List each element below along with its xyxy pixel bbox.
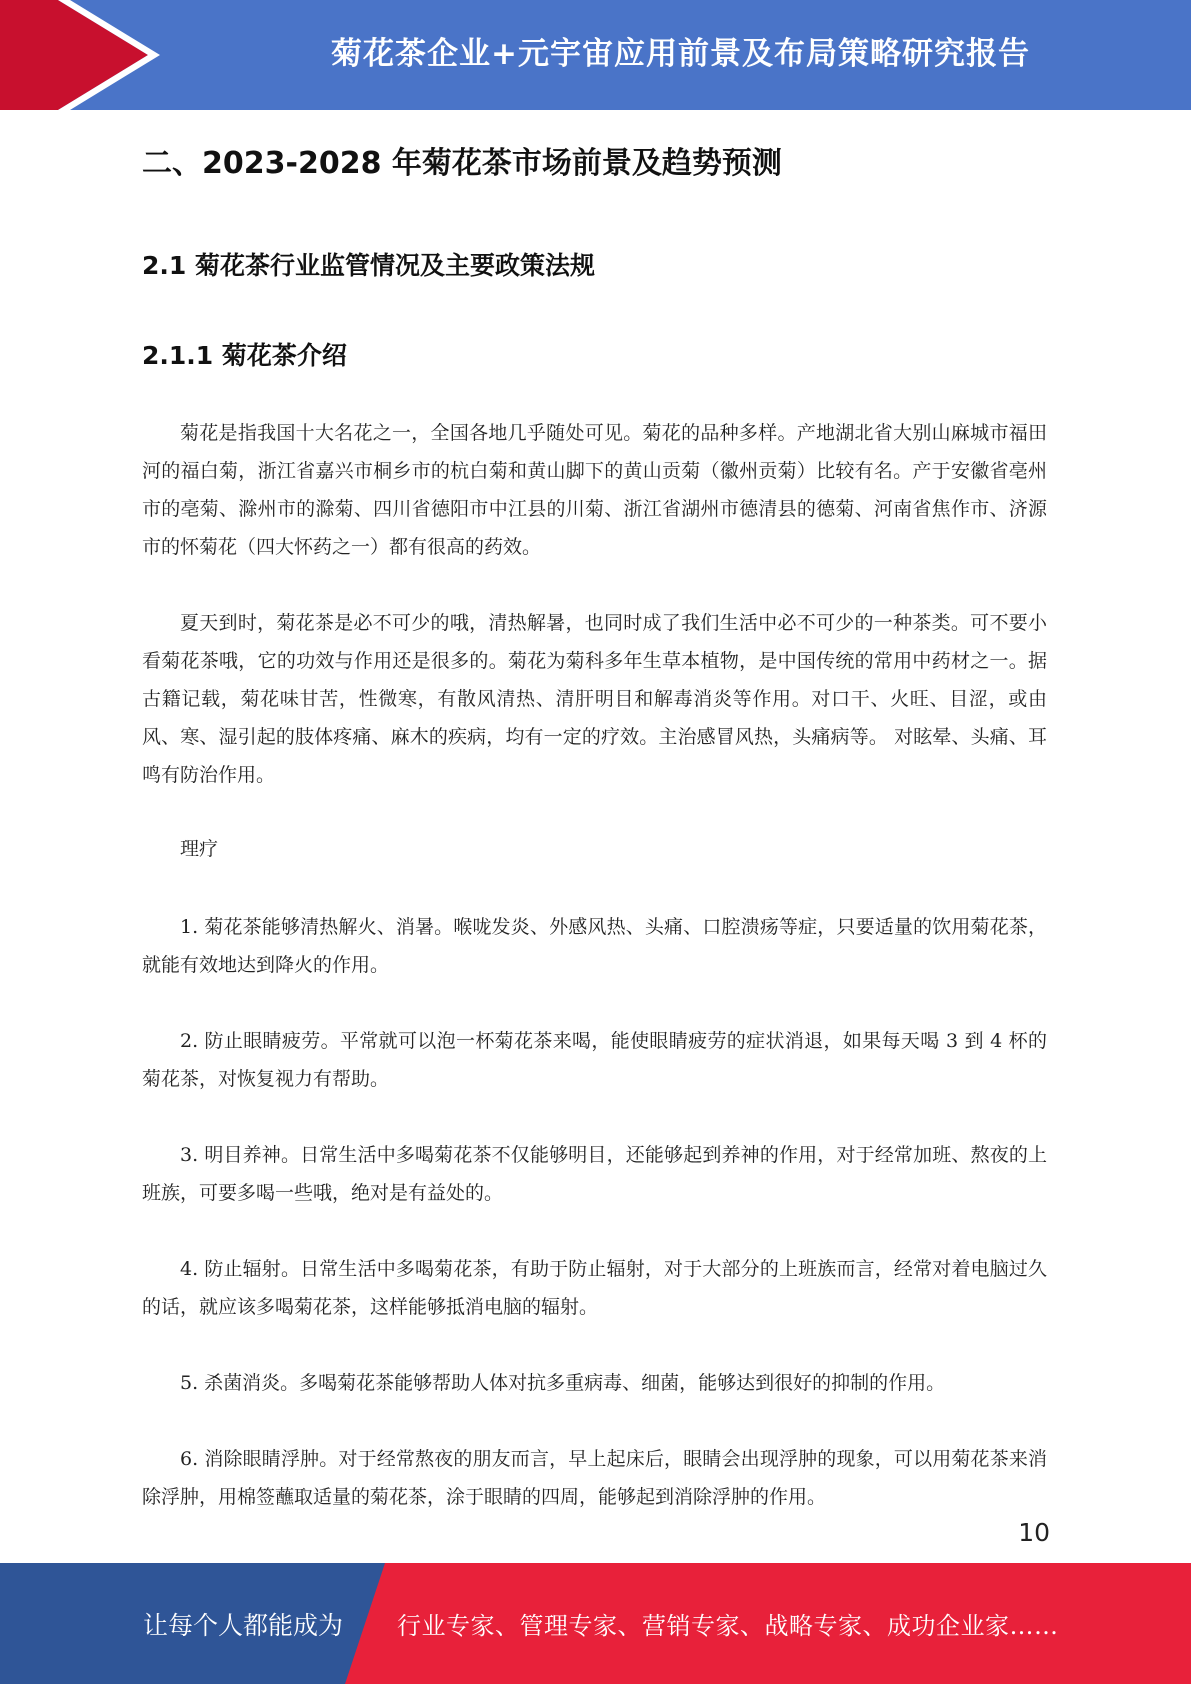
benefit-item-4: 4. 防止辐射。日常生活中多喝菊花茶，有助于防止辐射，对于大部分的上班族而言，经常对着电脑过久的话，就应该多喝菊花茶，这样能够抵消电脑的辐射。 [142, 1258, 1047, 1318]
benefit-item-1: 1. 菊花茶能够清热解火、消暑。喉咙发炎、外感风热、头痛、口腔溃疡等症，只要适量的饮用菊花茶，就能有效地达到降火的作用。 [142, 916, 1047, 976]
subsubsection-title: 2.1.1 菊花茶介绍 [142, 341, 347, 370]
report-footer [0, 1563, 1191, 1684]
footer-slogan-left: 让每个人都能成为 [143, 1611, 344, 1640]
report-title: 菊花茶企业+元宇宙应用前景及布局策略研究报告 [331, 36, 1030, 72]
intro-paragraph: 菊花是指我国十大名花之一，全国各地几乎随处可见。菊花的品种多样。产地湖北省大别山麻城市福田河的福白菊，浙江省嘉兴市桐乡市的杭白菊和黄山脚下的黄山贡菊（徽州贡菊）比较有名。产于安徽省亳州市的亳菊、滁州市的滁菊、四川省德阳市中江县的川菊、浙江省湖州市德清县的德菊、河南省焦作市、济源市的怀菊花（四大怀药之一）都有很高的药效。 [142, 422, 1047, 558]
summer-paragraph: 夏天到时，菊花茶是必不可少的哦，清热解暑，也同时成了我们生活中必不可少的一种茶类。可不要小看菊花茶哦，它的功效与作用还是很多的。菊花为菊科多年生草本植物，是中国传统的常用中药材之一。据古籍记载，菊花味甘苦，性微寒，有散风清热、清肝明目和解毒消炎等作用。对口干、火旺、目涩，或由风、寒、湿引起的肢体疼痛、麻木的疾病，均有一定的疗效。主治感冒风热，头痛病等。 对眩晕、头痛、耳鸣有防治作用。 [142, 612, 1047, 786]
header-red-arrow [0, 0, 148, 110]
section-title: 二、2023-2028 年菊花茶市场前景及趋势预测 [142, 146, 782, 181]
benefit-item-5: 5. 杀菌消炎。多喝菊花茶能够帮助人体对抗多重病毒、细菌，能够达到很好的抑制的作用。 [180, 1372, 946, 1394]
therapy-label: 理疗 [180, 838, 219, 860]
benefit-item-6: 6. 消除眼睛浮肿。对于经常熬夜的朋友而言，早上起床后，眼睛会出现浮肿的现象，可以用菊花茶来消除浮肿，用棉签蘸取适量的菊花茶，涂于眼睛的四周，能够起到消除浮肿的作用。 [142, 1448, 1047, 1508]
page-number: 10 [1018, 1518, 1050, 1547]
benefit-item-3: 3. 明目养神。日常生活中多喝菊花茶不仅能够明目，还能够起到养神的作用，对于经常加班、熬夜的上班族，可要多喝一些哦，绝对是有益处的。 [142, 1144, 1047, 1204]
subsection-title: 2.1 菊花茶行业监管情况及主要政策法规 [142, 251, 595, 280]
footer-slogan-right: 行业专家、管理专家、营销专家、战略专家、成功企业家…… [397, 1612, 1059, 1640]
report-header [0, 0, 1191, 110]
benefit-item-2: 2. 防止眼睛疲劳。平常就可以泡一杯菊花茶来喝，能使眼睛疲劳的症状消退，如果每天喝 3 到 4 杯的菊花茶，对恢复视力有帮助。 [142, 1030, 1047, 1090]
